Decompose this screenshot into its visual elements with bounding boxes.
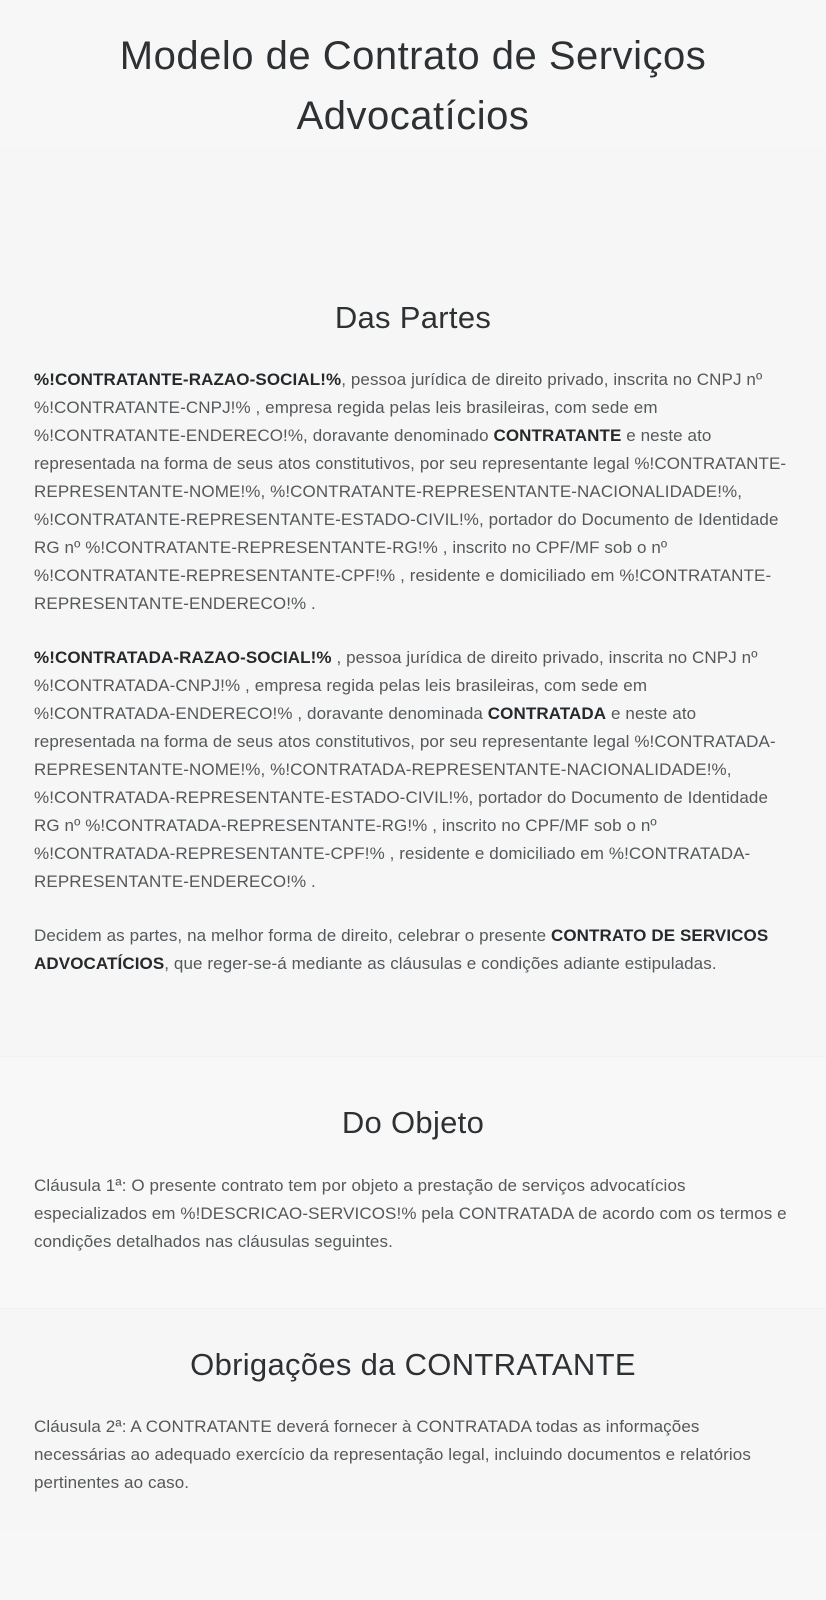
emphasis-text: CONTRATADA	[487, 704, 607, 724]
body-text: , pessoa jurídica de direito privado, inscrita no CNPJ nº %!CONTRATANTE-CNPJ!% , empresa regida pelas leis brasileiras, com sede em %!CONTRATANTE-ENDERECO!%, doravante denominado	[34, 370, 763, 446]
emphasis-text: CONTRATANTE	[493, 426, 622, 446]
section-heading-obrigacoes-da-contratante: Obrigações da CONTRATANTE	[190, 1346, 636, 1382]
section-heading-das-partes: Das Partes	[334, 300, 492, 335]
paragraph-contratada	[34, 644, 792, 896]
section-do-objeto	[0, 1057, 826, 1307]
section-heading-do-objeto: Do Objeto	[341, 1105, 485, 1141]
page-title: Modelo de Contrato de Serviços Advocatícios	[119, 34, 707, 138]
section-das-partes	[0, 146, 826, 1056]
emphasis-text: %!CONTRATANTE-RAZAO-SOCIAL!%	[34, 370, 342, 390]
body-text: Cláusula 1ª: O presente contrato tem por objeto a prestação de serviços advocatícios especializados em %!DESCRICAO-SERVICOS!% pela CONTRATADA de acordo com os termos e condições detalhados nas cláusulas seguintes.	[34, 1175, 787, 1251]
paragraph-clausula-2	[34, 1413, 792, 1497]
paragraph-clausula-1	[34, 1172, 792, 1256]
body-text: Decidem as partes, na melhor forma de direito, celebrar o presente	[34, 926, 551, 946]
paragraph-decidem-as-partes	[34, 922, 792, 978]
section-obrigacoes-da-contratante	[0, 1309, 826, 1531]
emphasis-text: CONTRATO DE SERVICOS ADVOCATÍCIOS	[34, 926, 769, 974]
body-text: , que reger-se-á mediante as cláusulas e condições adiante estipuladas.	[164, 954, 717, 974]
body-text: Cláusula 2ª: A CONTRATANTE deverá fornecer à CONTRATADA todas as informações necessárias ao adequado exercício da representação legal, incluindo documentos e relatórios pertinentes ao caso.	[34, 1416, 751, 1492]
emphasis-text: %!CONTRATADA-RAZAO-SOCIAL!%	[34, 648, 332, 668]
body-text: e neste ato representada na forma de seus atos constitutivos, por seu representante legal %!CONTRATANTE-REPRESENTANTE-NOME!%, %!CONTRATANTE-REPRESENTANTE-NACIONALIDADE!%, %!CONTRATANTE-REPRESENTANTE-ESTADO-CIVIL!%, portador do Documento de Identidade RG nº %!CONTRATANTE-REPRESENTANTE-RG!% , inscrito no CPF/MF sob o nº %!CONTRATANTE-REPRESENTANTE-CPF!% , residente e domiciliado em %!CONTRATANTE-REPRESENTANTE-ENDERECO!% .	[34, 426, 787, 614]
body-text: , pessoa jurídica de direito privado, inscrita no CNPJ nº %!CONTRATADA-CNPJ!% , empresa regida pelas leis brasileiras, com sede em %!CONTRATADA-ENDERECO!% , doravante denominada	[34, 648, 758, 724]
paragraph-contratante	[34, 366, 792, 618]
body-text: e neste ato representada na forma de seus atos constitutivos, por seu representante legal %!CONTRATADA-REPRESENTANTE-NOME!%, %!CONTRATADA-REPRESENTANTE-NACIONALIDADE!%, %!CONTRATADA-REPRESENTANTE-ESTADO-CIVIL!%, portador do Documento de Identidade RG nº %!CONTRATADA-REPRESENTANTE-RG!% , inscrito no CPF/MF sob o nº %!CONTRATADA-REPRESENTANTE-CPF!% , residente e domiciliado em %!CONTRATADA-REPRESENTANTE-ENDERECO!% .	[34, 704, 776, 892]
